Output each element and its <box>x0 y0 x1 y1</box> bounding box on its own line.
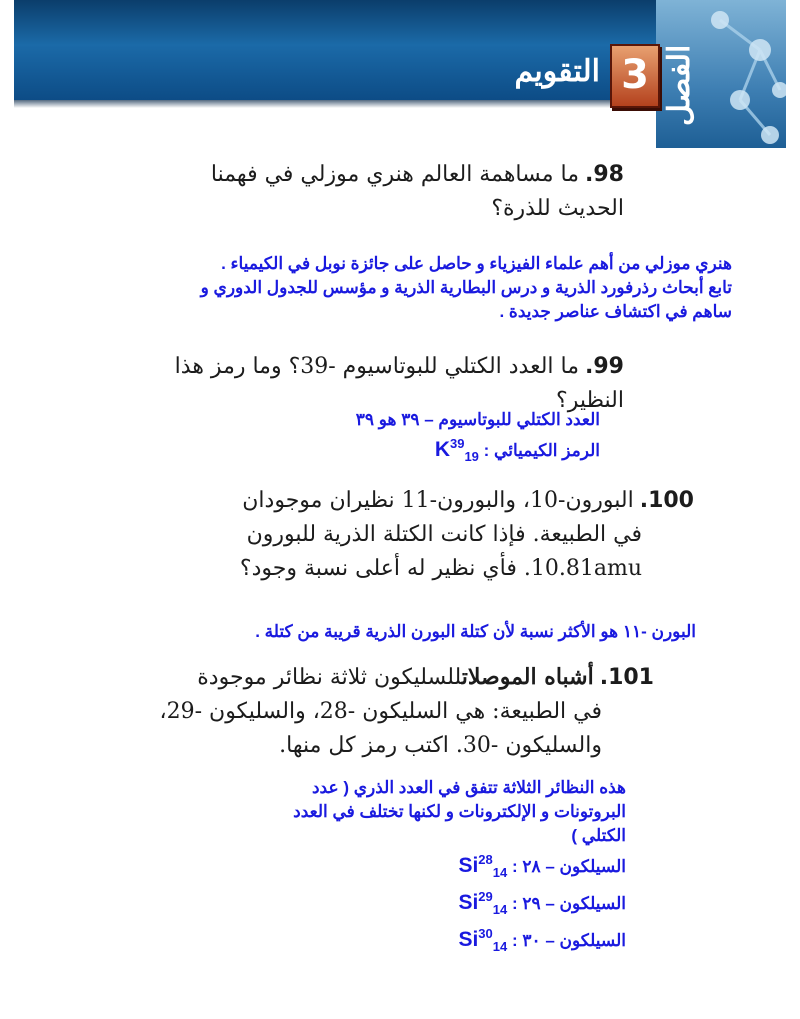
question-line: 101.أشباه الموصلاتللسليكون ثلاثة نظائر موجودة <box>197 664 654 690</box>
question-line: 10.81amu. فأي نظير له أعلى نسبة وجود؟ <box>239 556 642 581</box>
isotope-symbol: $K^{39}_{19}$ <box>434 436 479 465</box>
isotope-symbol: $Si^{30}_{14}$ <box>458 926 508 955</box>
question-100 <box>134 484 694 586</box>
question-number: 101. <box>599 665 654 690</box>
question-line: والسليكون -30. اكتب رمز كل منها. <box>279 733 602 758</box>
answer-line: ساهم في اكتشاف عناصر جديدة . <box>499 302 732 321</box>
question-number: 100. <box>639 488 694 513</box>
question-line: في الطبيعة. فإذا كانت الكتلة الذرية للبورون <box>246 522 642 547</box>
banner-shadow <box>14 100 656 108</box>
question-98 <box>144 158 624 226</box>
question-text: ما العدد الكتلي للبوتاسيوم -39؟ وما رمز هذا النظير؟ <box>174 354 624 413</box>
bold-term: أشباه الموصلات <box>461 664 594 690</box>
page-title: التقويم <box>514 54 600 89</box>
answer-101 <box>226 776 626 960</box>
question-text: ما مساهمة العالم هنري موزلي في فهمنا الحديث للذرة؟ <box>210 162 624 221</box>
question-number: 99. <box>585 354 624 379</box>
isotope-line: السيلكون – ٢٩ : $Si^{29}_{14}$ <box>458 889 626 918</box>
answer-line: الكتلي ) <box>571 826 626 845</box>
answer-line: هنري موزلي من أهم علماء الفيزياء و حاصل على جائزة نوبل في الكيمياء . <box>221 254 732 273</box>
question-line: 100.البورون-10، والبورون-11 نظيران موجودان <box>242 488 694 513</box>
isotope-line: السيلكون – ٢٨ : $Si^{28}_{14}$ <box>458 852 626 881</box>
chapter-number-badge <box>610 44 660 108</box>
isotope-symbol: $Si^{28}_{14}$ <box>458 852 508 881</box>
chapter-label: الفصل <box>662 44 697 126</box>
answer-98 <box>92 252 732 324</box>
question-101 <box>134 660 654 763</box>
question-number: 98. <box>585 162 624 187</box>
answer-line: هذه النظائر الثلاثة تتفق في العدد الذري ( عدد <box>311 778 626 797</box>
chapter-number: 3 <box>621 52 649 98</box>
answer-100: البورن -١١ هو الأكثر نسبة لأن كتلة البورن الذرية قريبة من كتلة . <box>255 622 696 641</box>
symbol-label: الرمز الكيميائي : <box>483 441 600 460</box>
question-line: في الطبيعة: هي السليكون -28، والسليكون -29، <box>159 699 602 724</box>
answer-99 <box>280 408 600 469</box>
answer-line: العدد الكتلي للبوتاسيوم – ٣٩ هو ٣٩ <box>355 410 600 429</box>
isotope-symbol: $Si^{29}_{14}$ <box>458 889 508 918</box>
answer-line: البروتونات و الإلكترونات و لكنها تختلف في العدد <box>293 802 626 821</box>
answer-line: تابع أبحاث رذرفورد الذرية و درس البطارية الذرية و مؤسس للجدول الدوري و <box>200 278 732 297</box>
isotope-line: السيلكون – ٣٠ : $Si^{30}_{14}$ <box>458 926 626 955</box>
symbol-line <box>280 432 600 469</box>
